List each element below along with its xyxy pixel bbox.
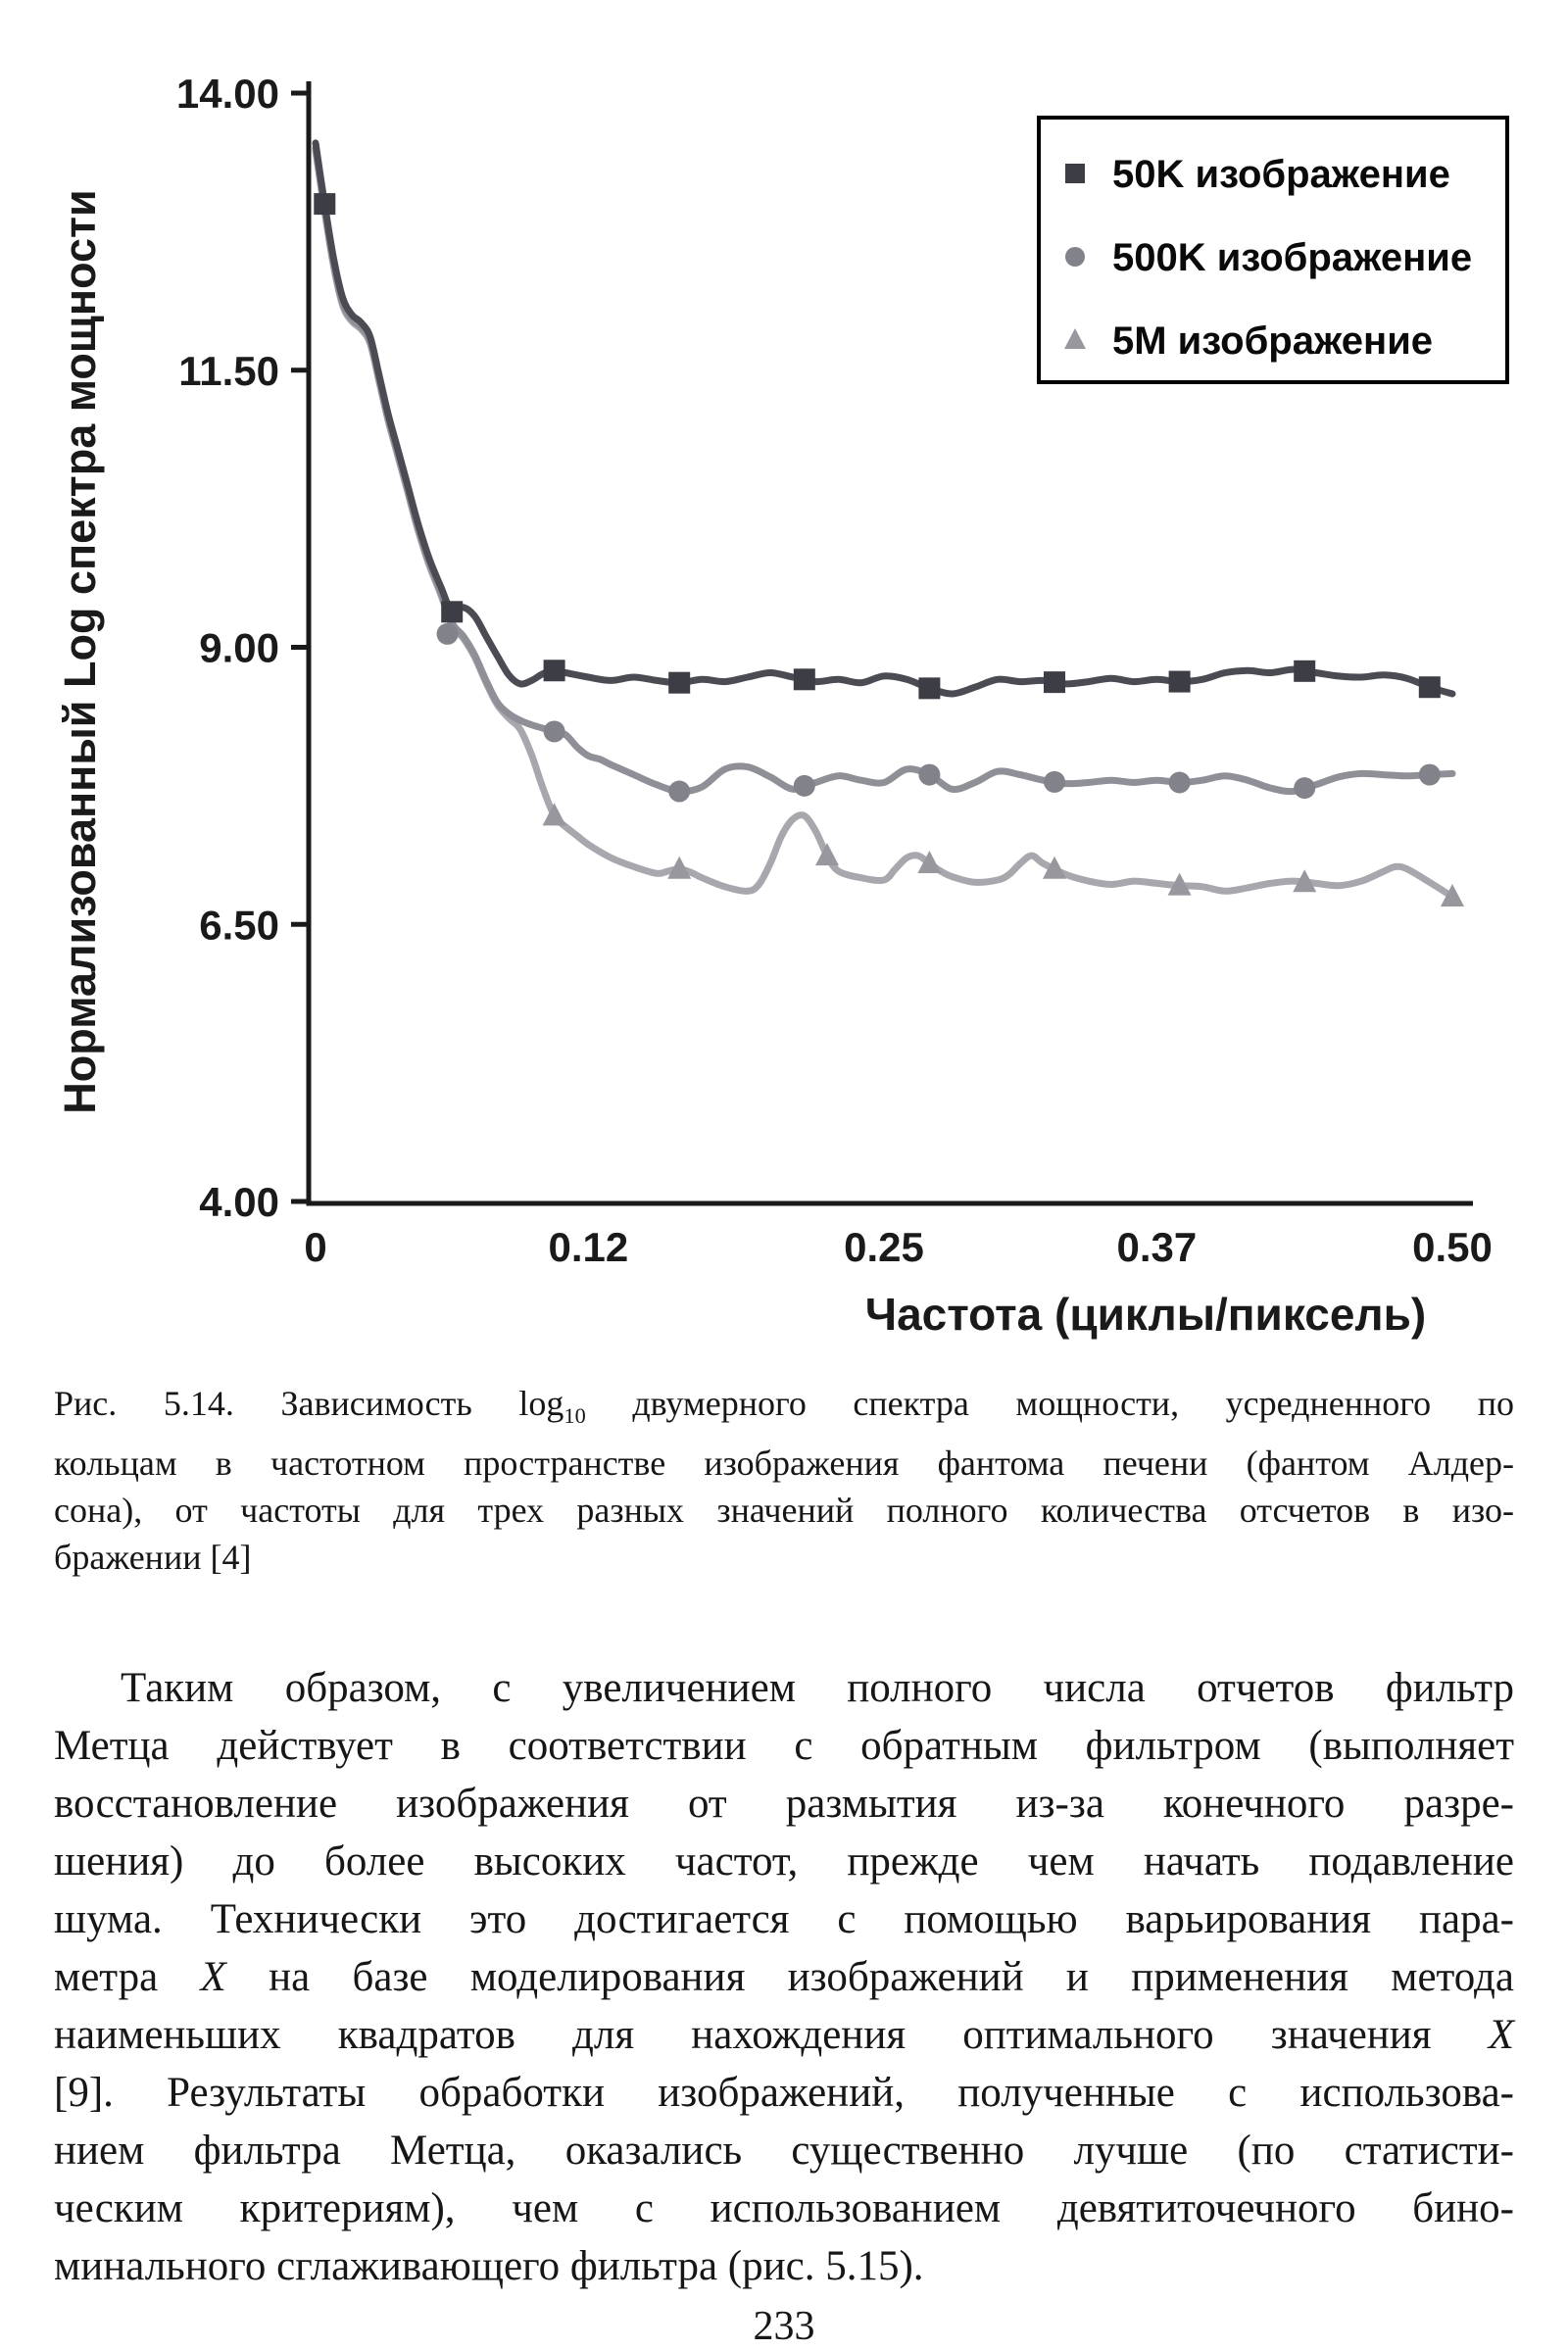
text-line: метра X на базе моделирования изображений и применения метода xyxy=(54,1954,1514,2001)
square-marker xyxy=(918,677,940,699)
y-tick-label: 6.50 xyxy=(199,902,279,949)
text-line: нием фильтра Метца, оказались существенно лучше (по статисти- xyxy=(54,2128,1514,2175)
x-tick-label: 0.50 xyxy=(1412,1224,1493,1270)
y-axis-title: Нормализованный Log спектра мощности xyxy=(55,189,105,1114)
legend-square-marker-icon xyxy=(1065,164,1085,183)
text-line: шума. Технически это достигается с помощью варьирования пара- xyxy=(54,1896,1514,1943)
x-tick-label: 0.25 xyxy=(844,1224,924,1270)
x-tick-label: 0.12 xyxy=(548,1224,629,1270)
legend-label: 5M изображение xyxy=(1112,319,1434,363)
circle-marker xyxy=(918,764,940,786)
power-spectrum-chart xyxy=(54,24,1514,1362)
text-line: Таким образом, с увеличением полного числа отчетов фильтр xyxy=(121,1665,1514,1712)
text-line: наименьших квадратов для нахождения оптимального значения X xyxy=(54,2012,1514,2059)
circle-marker xyxy=(1419,764,1441,786)
square-marker xyxy=(1419,676,1441,698)
x-tick-label: 0 xyxy=(304,1224,327,1270)
square-marker xyxy=(314,193,335,215)
circle-marker xyxy=(1294,777,1315,799)
x-tick-label: 0.37 xyxy=(1116,1224,1198,1270)
text-line: ческим критериям), чем с использованием девятиточечного бино- xyxy=(54,2185,1514,2232)
y-tick-label: 14.00 xyxy=(175,71,279,117)
circle-marker xyxy=(1044,771,1065,793)
legend-circle-marker-icon xyxy=(1065,247,1085,267)
text-line: Метца действует в соответствии с обратным фильтром (выполняет xyxy=(54,1723,1514,1770)
circle-marker xyxy=(437,623,459,645)
circle-marker xyxy=(1169,771,1191,793)
square-marker xyxy=(1169,671,1191,693)
y-tick-label: 9.00 xyxy=(199,624,279,671)
x-axis-title: Частота (циклы/пиксель) xyxy=(864,1289,1427,1340)
square-marker xyxy=(544,660,565,681)
series-markers-5M xyxy=(543,803,1464,906)
text-line: кольцам в частотном пространстве изображения фантома печени (фантом Алдер- xyxy=(54,1444,1514,1484)
figure-5-14 xyxy=(54,24,1514,1362)
text-line: [9]. Результаты обработки изображений, полученные с использова- xyxy=(54,2070,1514,2117)
text-line: минального сглаживающего фильтра (рис. 5.15). xyxy=(54,2243,924,2290)
circle-marker xyxy=(794,775,815,797)
text-line: восстановление изображения от размытия из-за конечного разре- xyxy=(54,1781,1514,1828)
circle-marker xyxy=(544,720,565,742)
circle-marker xyxy=(668,781,690,803)
chart-legend xyxy=(1039,118,1507,382)
triangle-marker xyxy=(543,803,566,825)
text-line: сона), от частоты для трех разных значений полного количества отсчетов в изо- xyxy=(54,1491,1514,1531)
text-line: бражении [4] xyxy=(54,1538,252,1578)
series-markers-500K xyxy=(437,623,1441,803)
legend-label: 50K изображение xyxy=(1112,153,1450,196)
body-paragraph xyxy=(54,1659,1514,2295)
page-number: 233 xyxy=(753,2304,815,2350)
y-tick-label: 11.50 xyxy=(178,347,279,394)
figure-caption xyxy=(54,1380,1514,1581)
legend-label: 500K изображение xyxy=(1112,236,1473,279)
square-marker xyxy=(441,601,463,622)
text-line: шения) до более высоких частот, прежде чем начать подавление xyxy=(54,1838,1514,1885)
square-marker xyxy=(668,672,690,694)
square-marker xyxy=(794,668,815,690)
text-line: Рис. 5.14. Зависимость $\log_{10}$ двумерного спектра мощности, усредненного по xyxy=(54,1384,1514,1429)
square-marker xyxy=(1294,661,1315,682)
square-marker xyxy=(1044,671,1065,693)
y-tick-label: 4.00 xyxy=(199,1179,279,1225)
triangle-marker xyxy=(815,843,839,865)
